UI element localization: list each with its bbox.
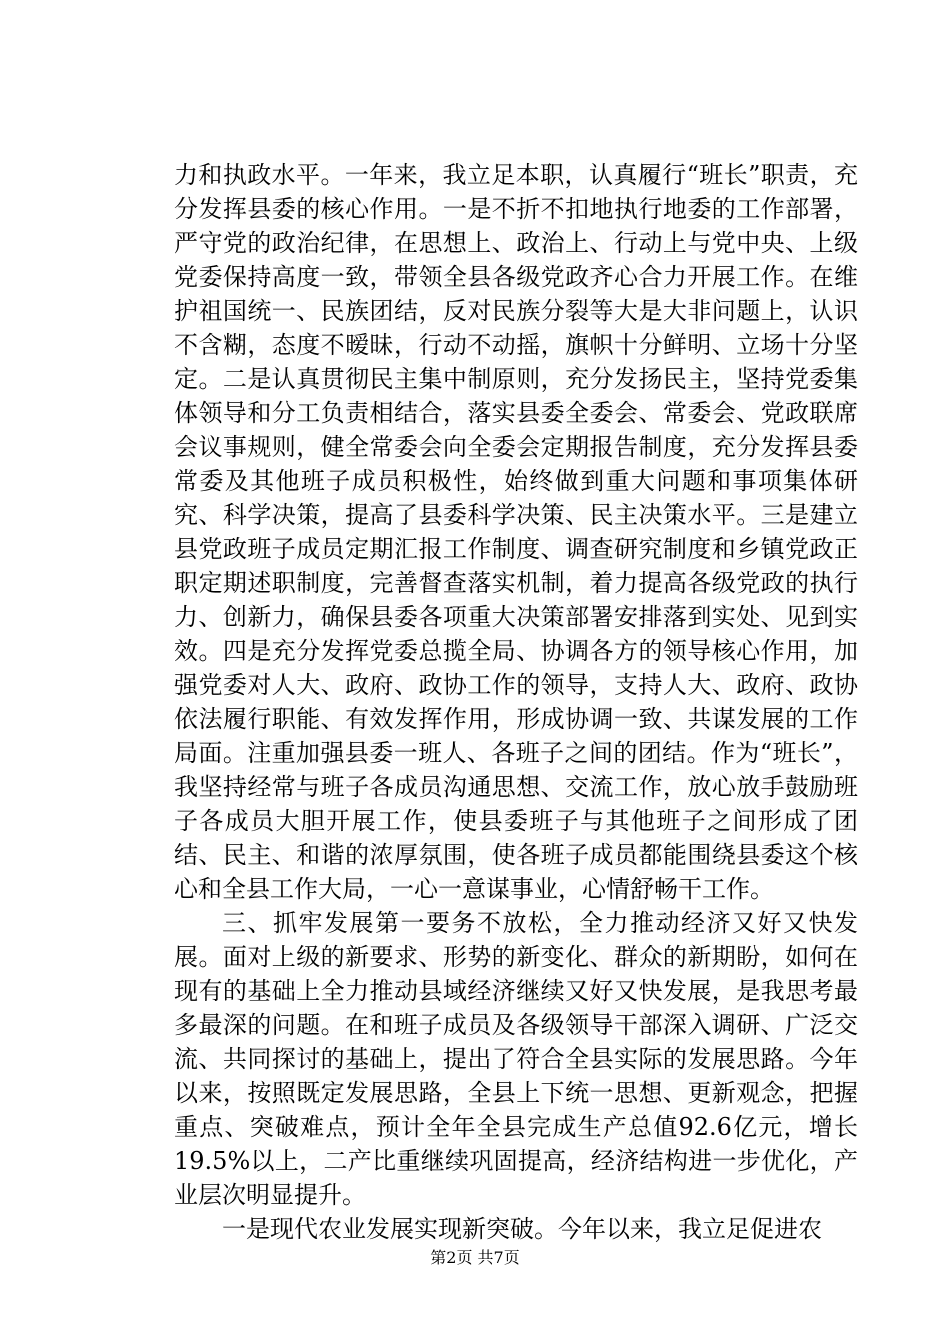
paragraph-2: 三、抓牢发展第一要务不放松，全力推动经济又好又快发展。面对上级的新要求、形势的新变化、群众的新期盼，如何在现有的基础上全力推动县域经济继续又好又快发展，是我思考最多最深的问题。在和班子成员及各级领导干部深入调研、广泛交流、共同探讨的基础上，提出了符合全县实际的发展思路。今年以来，按照既定发展思路，全县上下统一思想、更新观念，把握重点、突破难点，预计全年全县完成生产总值92.6亿元，增长19.5%以上，二产比重继续巩固提高，经济结构进一步优化，产业层次明显提升。 — [174, 909, 858, 1209]
paragraph-1: 力和执政水平。一年来，我立足本职，认真履行“班长”职责，充分发挥县委的核心作用。一是不折不扣地执行地委的工作部署，严守党的政治纪律，在思想上、政治上、行动上与党中央、上级党委保持高度一致，带领全县各级党政齐心合力开展工作。在维护祖国统一、民族团结，反对民族分裂等大是大非问题上，认识不含糊，态度不暧昧，行动不动摇，旗帜十分鲜明、立场十分坚定。二是认真贯彻民主集中制原则，充分发扬民主，坚持党委集体领导和分工负责相结合，落实县委全委会、常委会、党政联席会议事规则，健全常委会向全委会定期报告制度，充分发挥县委常委及其他班子成员积极性，始终做到重大问题和事项集体研究、科学决策，提高了县委科学决策、民主决策水平。三是建立县党政班子成员定期汇报工作制度、调查研究制度和乡镇党政正职定期述职制度，完善督查落实机制，着力提高各级党政的执行力、创新力，确保县委各项重大决策部署安排落到实处、见到实效。四是充分发挥党委总揽全局、协调各方的领导核心作用，加强党委对人大、政府、政协工作的领导，支持人大、政府、政协依法履行职能、有效发挥作用，形成协调一致、共谋发展的工作局面。注重加强县委一班人、各班子之间的团结。作为“班长”，我坚持经常与班子各成员沟通思想、交流工作，放心放手鼓励班子各成员大胆开展工作，使县委班子与其他班子之间形成了团结、民主、和谐的浓厚氛围，使各班子成员都能围绕县委这个核心和全县工作大局，一心一意谋事业，心情舒畅干工作。 — [174, 161, 858, 903]
paragraph-3: 一是现代农业发展实现新突破。今年以来，我立足促进农 — [222, 1215, 822, 1243]
document-body — [174, 158, 858, 1246]
page-footer: 第2页 共7页 — [430, 1248, 520, 1267]
